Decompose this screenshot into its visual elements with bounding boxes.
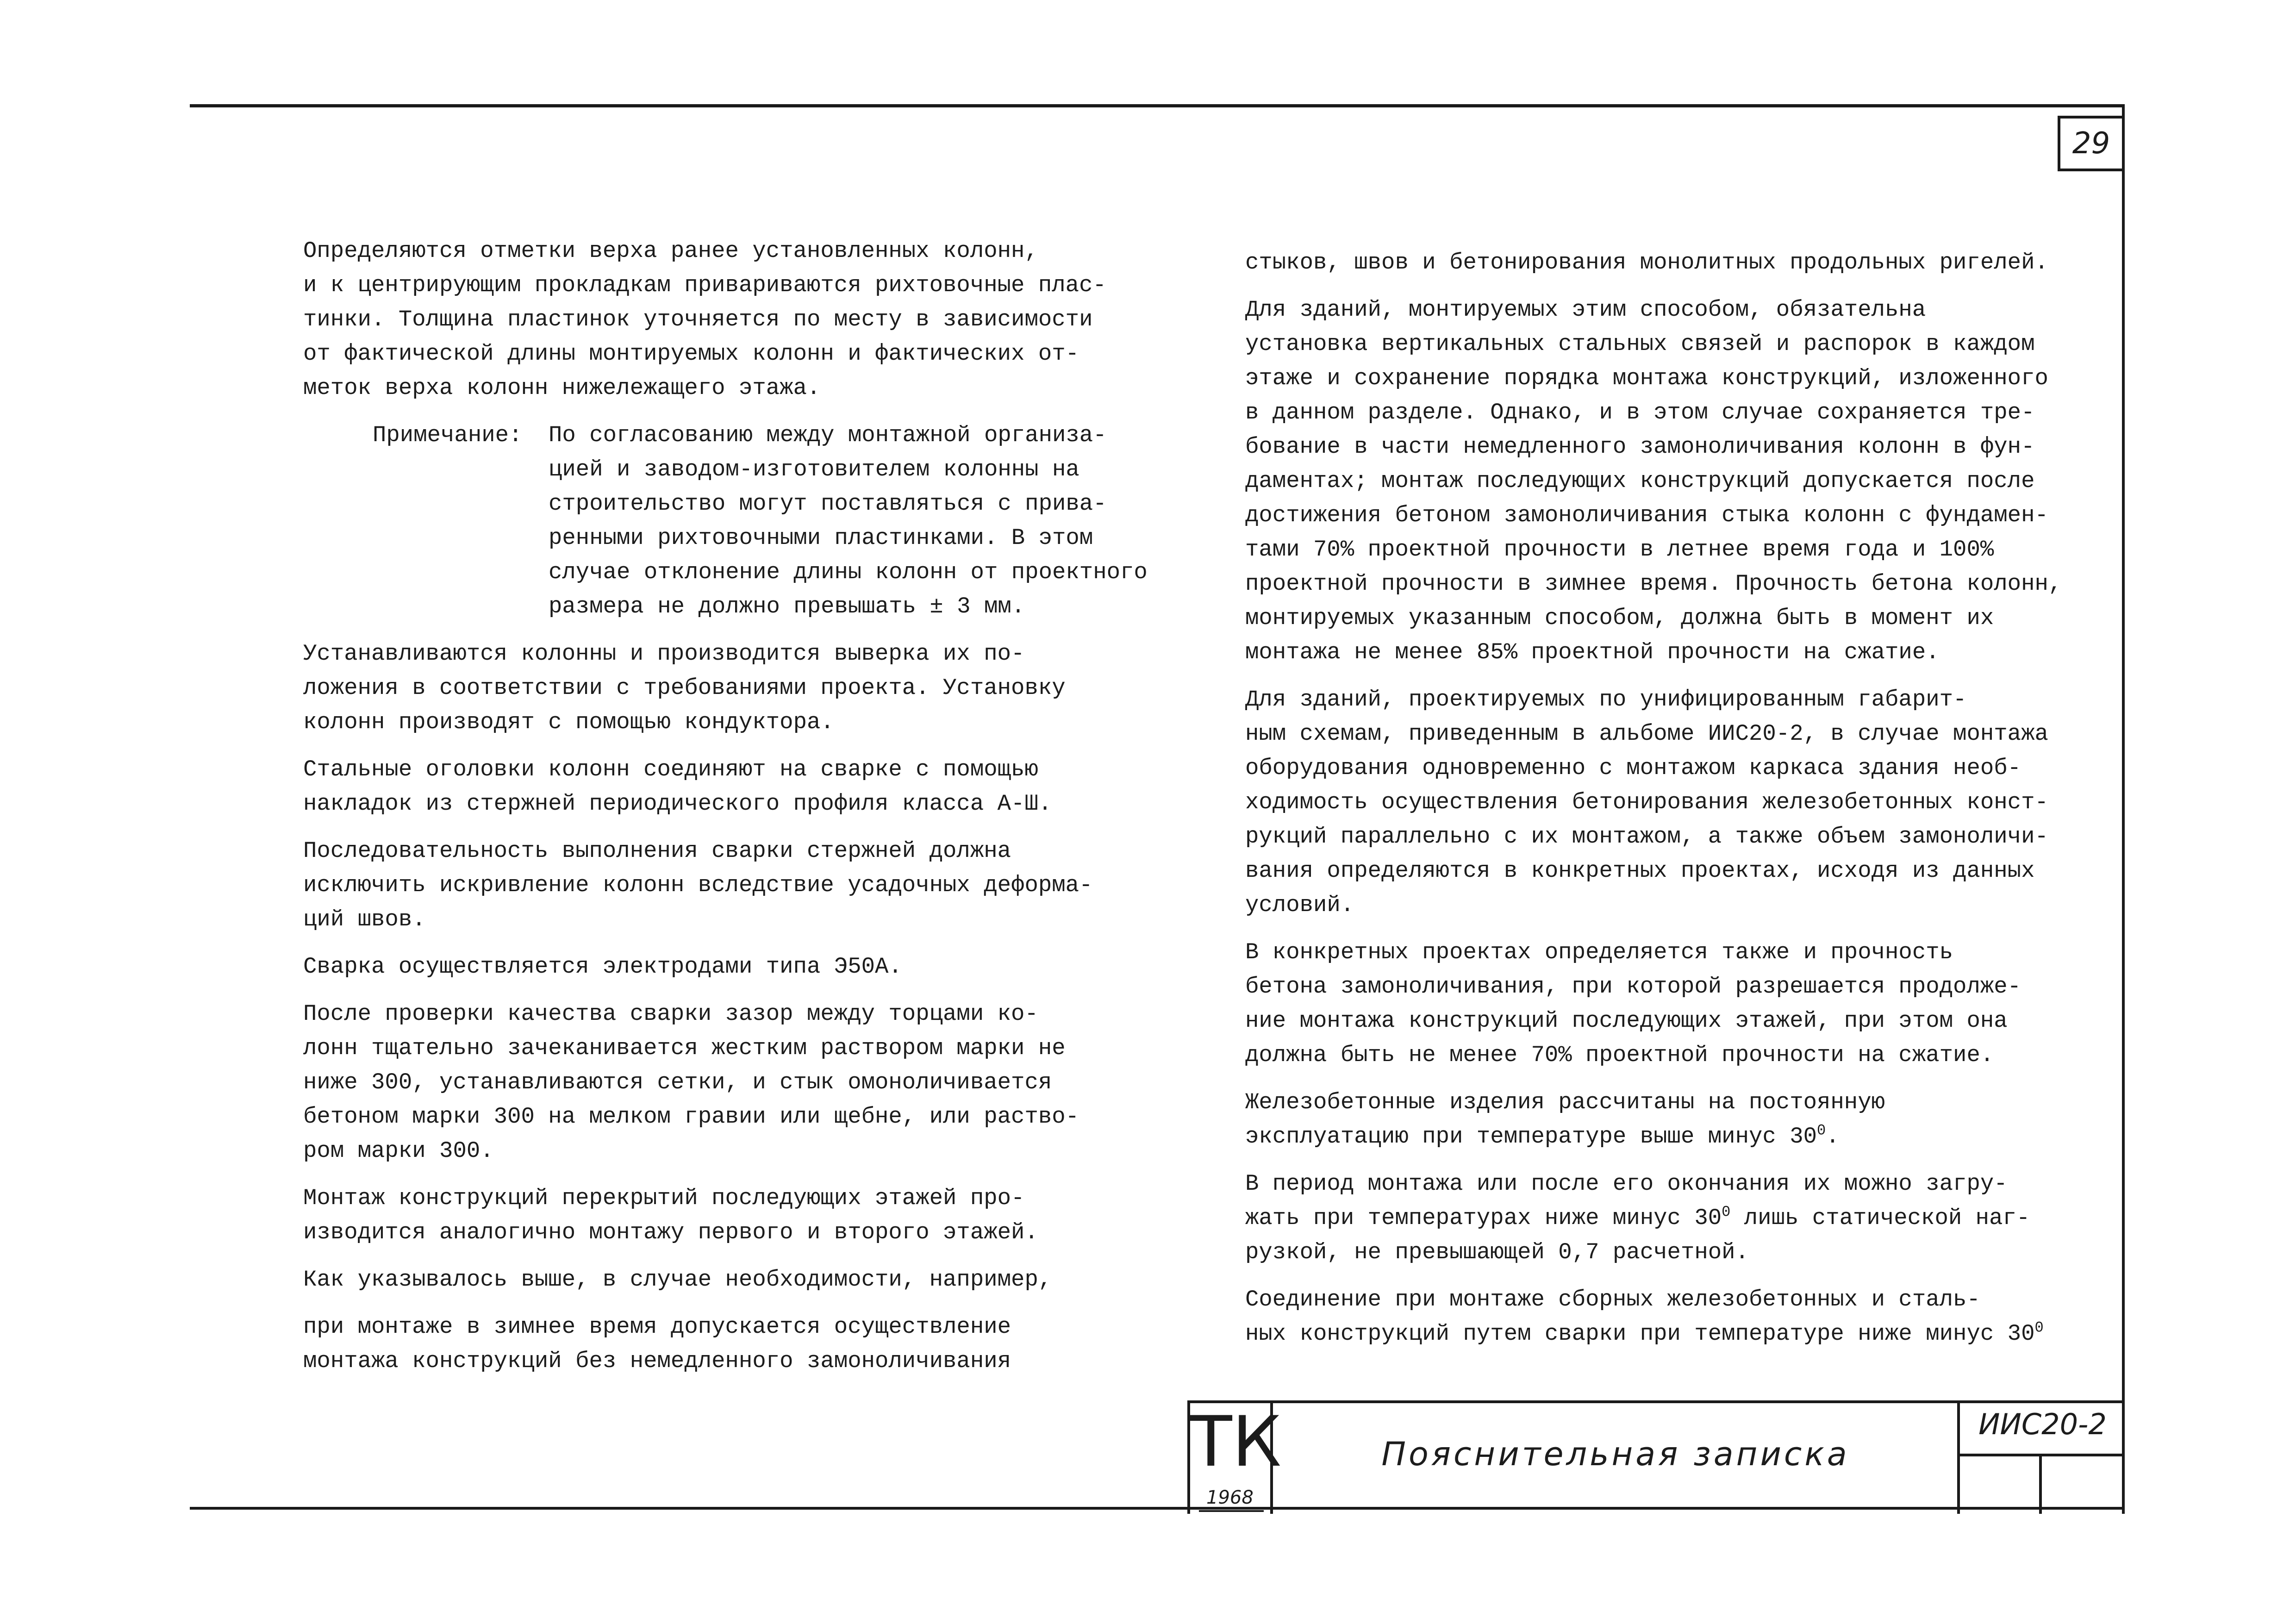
left-column [303,234,1160,1391]
degree-mark: 0 [2034,1319,2044,1337]
paragraph-concrete-strength: В конкретных проектах определяется также и прочность бетона замоноличивания, при которой разрешается продолже- ние монтажа конструкций последующих этажей, при этом она должна быть не менее 70% проектной прочности на сжатие. [1245,939,2021,1068]
album-code: ИИС20-2 [1978,1407,2107,1441]
stamp-small-divider [2039,1454,2042,1514]
loading-text: В период монтажа или после его окончания их можно загру- жать при температурах ниже минус 30 [1245,1171,2008,1231]
paragraph-operating-temperature [1245,1085,2115,1154]
degree-mark: 0 [1722,1203,1731,1221]
paragraph-welding-sequence: Последовательность выполнения сварки стержней должна исключить искривление колонн вследствие усадочных деформа- ций швов. [303,838,1093,932]
paragraph-column-marks: Определяются отметки верха ранее установленных колонн, и к центрирующим прокладкам привариваются рихтовочные плас- тинки. Толщина пластинок уточняется по месту в зависимости от фактической длины монтируемых колонн и фактических от- меток верха колонн нижележащего этажа. [303,238,1106,401]
note-text: По согласованию между монтажной организа- цией и заводом-изготовителем колонны на строительство могут поставляться с прива- ренными рихтовочными пластинками. В этом случае отклонение длины колонн от проектного размера не должно превышать ± 3 мм. [549,422,1148,619]
stamp-code: ТК [1190,1402,1282,1482]
paragraph-electrodes: Сварка осуществляется электродами типа Э50А. [303,954,902,980]
paragraph-steel-caps: Стальные оголовки колонн соединяют на сварке с помощью накладок из стержней периодического профиля класса А-Ш. [303,756,1052,817]
paragraph-vertical-bracing: Для зданий, монтируемых этим способом, обязательна установка вертикальных стальных связей и распорок в каждом этаже и сохранение порядка монтажа конструкций, изложенного в данном разделе. Однако, и в этом случае сохраняется тре- бование в части немедленного замоноличивания колонн в фун- даментах; монтаж последующих конструкций допускается после достижения бетоном замоноличивания стыка колонн с фундамен- тами 70% проектной прочности в летнее время года и 100% проектной прочности в зимнее время. Прочность бетона колонн, монтируемых указанным способом, должна быть в момент их монтажа не менее 85% проектной прочности на сжатие. [1245,297,2062,665]
stamp-code-divider [1957,1400,1960,1514]
paragraph-as-mentioned: Как указывалось выше, в случае необходимости, например, [303,1267,1052,1293]
degree-mark: 0 [1817,1122,1826,1139]
right-border-line [2122,104,2125,1514]
paragraph-unified-schemes: Для зданий, проектируемых по унифицированным габарит- ным схемам, приведенным в альбоме ИИС20-2, в случае монтажа оборудования одновременно с монтажом каркаса здания необ- ходимость осуществления бетонирования железобетонных конст- рукций параллельно с их монтажом, а также объем замоноличи- вания определяются в конкретных проектах, исходя из данных условий. [1245,687,2048,918]
note-label: Примечание: [373,422,523,448]
operating-temperature-end: . [1826,1124,1840,1149]
stamp-top-line [1187,1400,2125,1403]
paragraph-joints-continued: стыков, швов и бетонирования монолитных продольных ригелей. [1245,250,2048,275]
paragraph-floor-assembly: Монтаж конструкций перекрытий последующих этажей про- изводится аналогично монтажу первого и второго этажей. [303,1185,1038,1245]
top-border-line [190,104,2125,107]
operating-temperature-text: Железобетонные изделия рассчитаны на постоянную эксплуатацию при температуре выше минус 30 [1245,1089,1885,1149]
paragraph-joint-caulking: После проверки качества сварки зазор между торцами ко- лонн тщательно зачеканивается жестким раствором марки не ниже 300, устанавливаются сетки, и стык омоноличивается бетоном марки 300 на мелком гравии или щебне, или раство- ром марки 300. [303,1001,1079,1164]
stamp-title: Пояснительная записка [1381,1435,1850,1473]
bottom-border-line [190,1507,2125,1510]
paragraph-loading [1245,1167,2115,1269]
stamp-year: 1968 [1206,1487,1254,1508]
paragraph-welding-joints [1245,1282,2115,1351]
paragraph-winter-assembly: при монтаже в зимнее время допускается осуществление монтажа конструкций без немедленного замоноличивания [303,1314,1011,1374]
right-column [1245,245,2115,1364]
note-block [373,418,1160,624]
welding-joints-text: Соединение при монтаже сборных железобетонных и сталь- ных конструкций путем сварки при температуре ниже минус 30 [1245,1287,2035,1347]
stamp-code-cell [1190,1402,1282,1514]
page-number: 29 [2058,116,2125,171]
stamp-year-underline [1199,1510,1264,1512]
loading-text-end: лишь статической наг- рузкой, не превышающей 0,7 расчетной. [1245,1205,2030,1265]
paragraph-column-alignment: Устанавливаются колонны и производится выверка их по- ложения в соответствии с требованиями проекта. Установку колонн производят с помощью кондуктора. [303,641,1066,735]
